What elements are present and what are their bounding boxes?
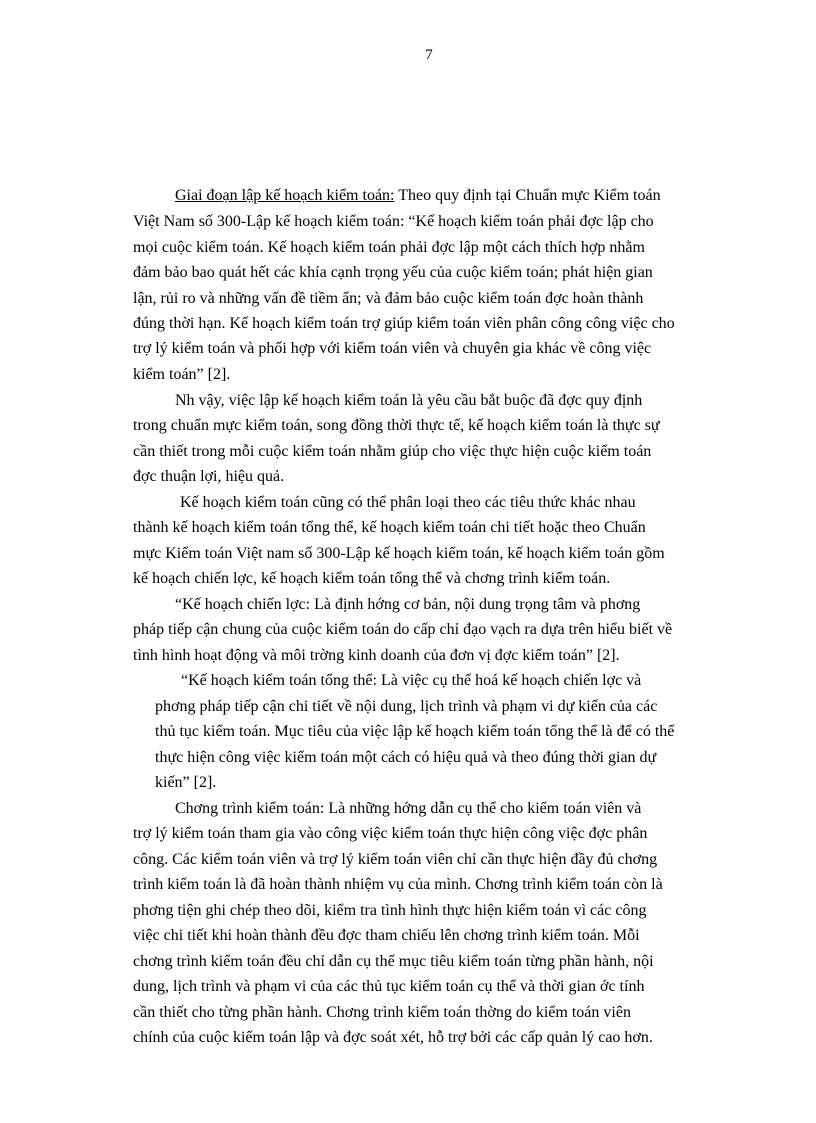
text-line: kiến” [2]. bbox=[155, 774, 217, 791]
text-line bbox=[175, 188, 661, 204]
text-line: đảm bảo bao quát hết các khía cạnh trọng yếu của cuộc kiểm toán; phát hiện gian bbox=[133, 264, 653, 281]
text-line: Kế hoạch kiểm toán cũng có thể phân loại theo các tiêu thức khác nhau bbox=[180, 494, 636, 511]
text-line: Việt Nam số 300-Lập kế hoạch kiểm toán: “Kế hoạch kiểm toán phải đợc lập cho bbox=[133, 213, 654, 230]
text-line: thực hiện công việc kiểm toán một cách có hiệu quả và theo đúng thời gian dự bbox=[155, 749, 657, 766]
page-number: 7 bbox=[425, 47, 433, 63]
text-line: trợ lý kiểm toán và phối hợp với kiểm toán viên và chuyên gia khác về công việc bbox=[133, 340, 652, 357]
text-line: “Kế hoạch kiểm toán tổng thể: Là việc cụ thể hoá kế hoạch chiến lợc và bbox=[181, 672, 642, 689]
text-line: thành kế hoạch kiểm toán tổng thể, kế hoạch kiểm toán chi tiết hoặc theo Chuẩn bbox=[133, 519, 646, 536]
line-text: Theo quy định tại Chuẩn mực Kiểm toán bbox=[398, 187, 661, 204]
text-line: Chơng trình kiểm toán: Là những hớng dẫn cụ thể cho kiểm toán viên và bbox=[175, 800, 642, 817]
text-line: dung, lịch trình và phạm vi của các thủ tục kiểm toán cụ thể và thời gian ớc tính bbox=[133, 978, 645, 995]
text-line: kế hoạch chiến lợc, kế hoạch kiểm toán tổng thể và chơng trình kiểm toán. bbox=[133, 570, 611, 587]
text-line: thủ tục kiểm toán. Mục tiêu của việc lập kế hoạch kiểm toán tổng thể là để có thể bbox=[155, 723, 675, 740]
text-line: chính của cuộc kiểm toán lập và đợc soát xét, hỗ trợ bởi các cấp quản lý cao hơn. bbox=[133, 1029, 653, 1046]
text-line: “Kế hoạch chiến lợc: Là định hớng cơ bản, nội dung trọng tâm và phơng bbox=[175, 596, 641, 613]
text-line: kiểm toán” [2]. bbox=[133, 366, 231, 383]
text-line: phơng pháp tiếp cận chi tiết về nội dung, lịch trình và phạm vi dự kiến của các bbox=[155, 698, 658, 715]
text-line: việc chi tiết khi hoàn thành đều đợc tham chiếu lên chơng trình kiểm toán. Mỗi bbox=[133, 927, 640, 944]
text-line: trình kiểm toán là đã hoàn thành nhiệm vụ của mình. Chơng trình kiểm toán còn là bbox=[133, 876, 663, 893]
text-line: trợ lý kiểm toán tham gia vào công việc kiểm toán thực hiện công việc đợc phân bbox=[133, 825, 648, 842]
text-line: pháp tiếp cận chung của cuộc kiểm toán do cấp chỉ đạo vạch ra dựa trên hiểu biết về bbox=[133, 621, 673, 638]
text-line: phơng tiện ghi chép theo dõi, kiểm tra tình hình thực hiện kiểm toán vì các công bbox=[133, 902, 647, 919]
text-line: cần thiết trong mỗi cuộc kiểm toán nhằm giúp cho việc thực hiện cuộc kiểm toán bbox=[133, 443, 652, 460]
text-line: đúng thời hạn. Kế hoạch kiểm toán trợ giúp kiểm toán viên phân công công việc cho bbox=[133, 315, 675, 332]
text-line: công. Các kiểm toán viên và trợ lý kiểm toán viên chỉ cần thực hiện đầy đủ chơng bbox=[133, 851, 658, 868]
text-line: đợc thuận lợi, hiệu quả. bbox=[133, 468, 285, 485]
text-line: Nh vậy, việc lập kế hoạch kiểm toán là yêu cầu bắt buộc đã đợc quy định bbox=[175, 392, 643, 409]
text-line: chơng trình kiểm toán đều chỉ dẫn cụ thể mục tiêu kiểm toán từng phần hành, nội bbox=[133, 953, 654, 970]
text-line: mực Kiểm toán Việt nam số 300-Lập kế hoạch kiểm toán, kế hoạch kiểm toán gồm bbox=[133, 545, 665, 562]
text-line: trong chuẩn mực kiểm toán, song đồng thời thực tế, kế hoạch kiểm toán là thực sự bbox=[133, 417, 660, 434]
section-heading-underlined: Giai đoạn lập kế hoạch kiểm toán: bbox=[175, 187, 395, 204]
text-line: cần thiết cho từng phần hành. Chơng trình kiểm toán thờng do kiểm toán viên bbox=[133, 1004, 631, 1021]
text-line: lận, rủi ro và những vấn đề tiềm ẩn; và đảm bảo cuộc kiểm toán đợc hoàn thành bbox=[133, 290, 644, 307]
text-line: mọi cuộc kiểm toán. Kế hoạch kiểm toán phải đợc lập một cách thích hợp nhằm bbox=[133, 239, 645, 256]
text-line: tình hình hoạt động và môi trờng kinh doanh của đơn vị đợc kiểm toán” [2]. bbox=[133, 647, 620, 664]
